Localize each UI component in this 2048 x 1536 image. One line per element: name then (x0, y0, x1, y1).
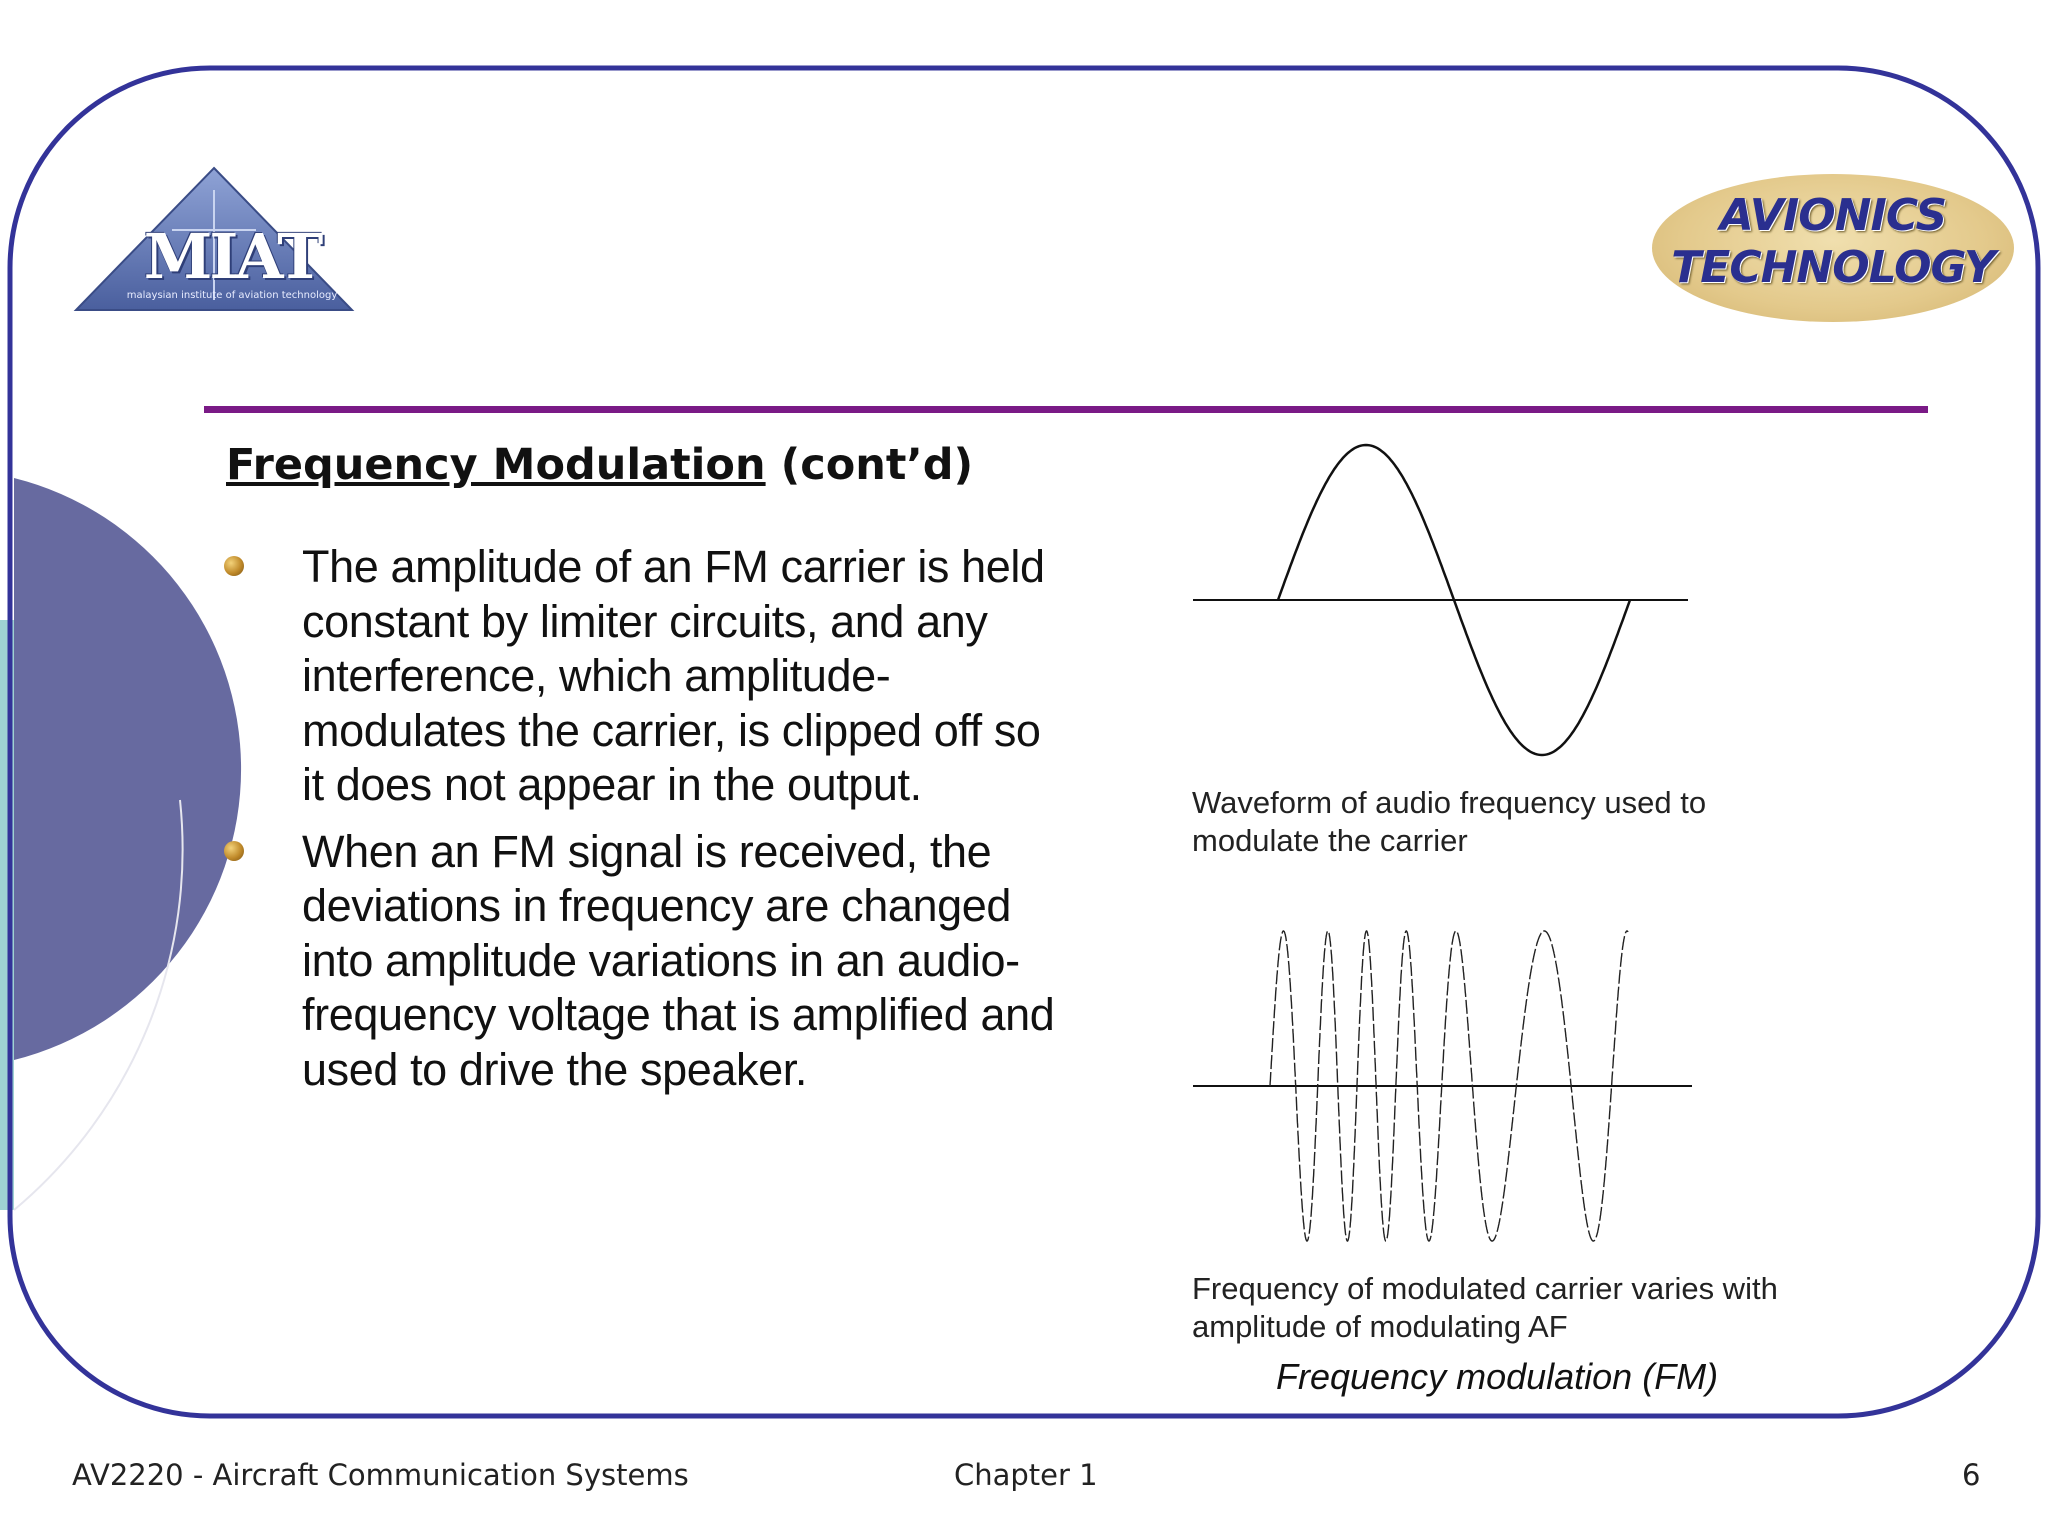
bullet-list (220, 540, 1060, 1109)
bullet-dot-icon (224, 556, 244, 576)
figure-title: Frequency modulation (FM) (1276, 1356, 1719, 1397)
miat-logo (72, 160, 362, 320)
bullet-text: When an FM signal is received, the deviations in frequency are changed into amplitude variations in an audio-frequency voltage that is amplified and used to drive the speaker. (302, 825, 1055, 1095)
slide-title (226, 440, 973, 490)
bullet-item (220, 825, 1060, 1098)
logo-mark: MIAT (143, 220, 321, 293)
slide-title-main: Frequency Modulation (226, 440, 766, 490)
fm-carrier-waveform (1193, 931, 1692, 1241)
slide-title-suffix: (cont’d) (765, 440, 974, 490)
badge-line-2: TECHNOLOGY (1671, 242, 1995, 293)
title-rule (204, 406, 1928, 413)
logo-tagline: malaysian institute of aviation technology (126, 290, 338, 301)
footer-course: AV2220 - Aircraft Communication Systems (72, 1458, 689, 1492)
footer-chapter: Chapter 1 (954, 1458, 1098, 1492)
footer-page-number: 6 (1962, 1458, 1981, 1492)
carrier-caption: Frequency of modulated carrier varies with amplitude of modulating AF (1192, 1271, 1778, 1344)
badge-line-1: AVIONICS (1719, 190, 1947, 241)
bullet-item (220, 540, 1060, 813)
avionics-technology-badge (1652, 174, 2014, 322)
audio-caption: Waveform of audio frequency used to modulate the carrier (1192, 785, 1707, 858)
audio-waveform (1193, 445, 1688, 755)
bullet-text: The amplitude of an FM carrier is held constant by limiter circuits, and any interference, which amplitude-modulates the carrier, is clipped off so it does not appear in the output. (302, 541, 1045, 810)
left-arc-decoration (14, 478, 241, 1060)
bullet-dot-icon (224, 841, 244, 861)
